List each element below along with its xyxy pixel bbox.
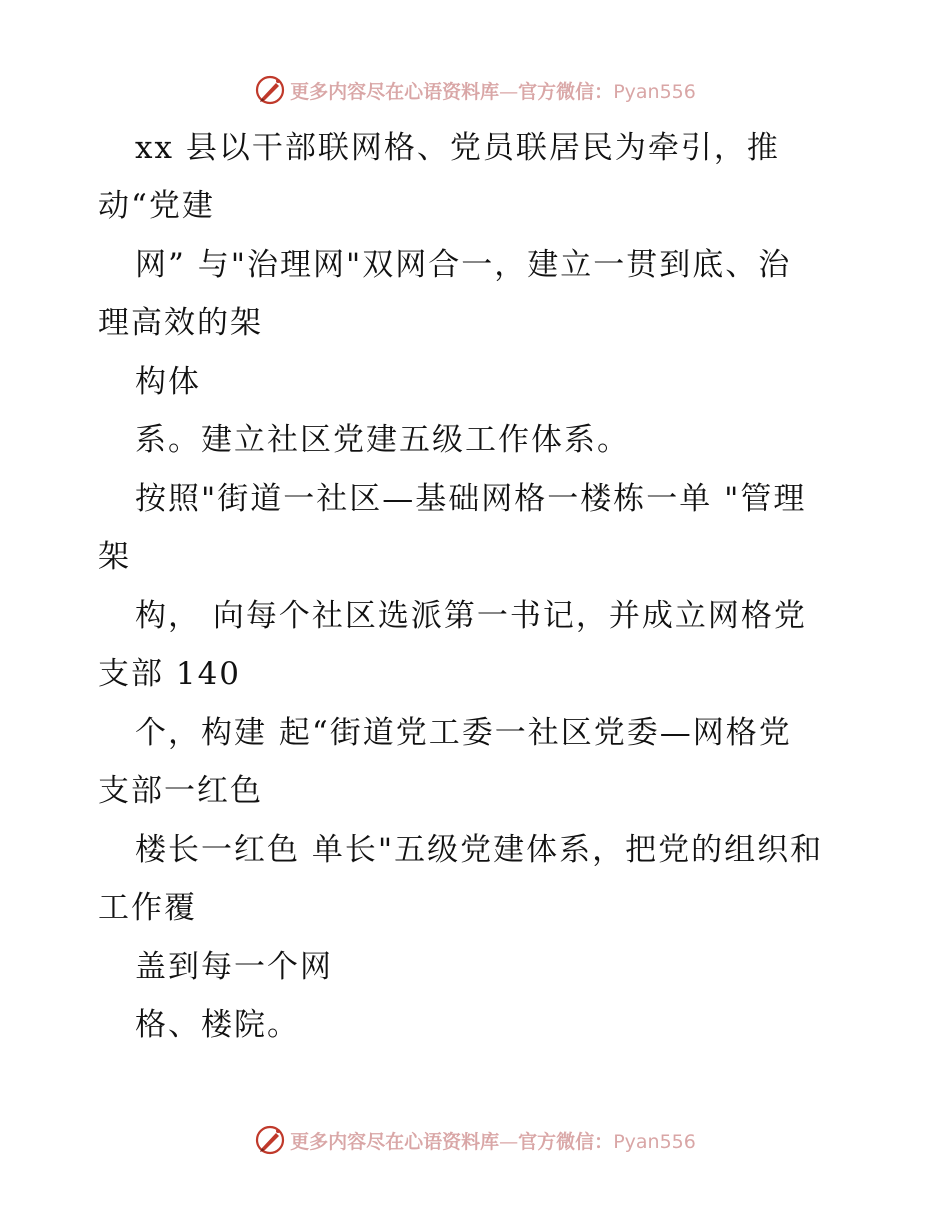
banner-wechat-label: 官方微信： [518,1130,614,1153]
text-line: 动“党建 [98,188,215,224]
text-line: 支部 140 [98,656,242,692]
banner-brand-text: 更多内容尽在心语资料库 [290,1130,500,1153]
text-line: 按照"街道一社区—基础网格一楼栋一单 "管理 [135,481,807,517]
footer-banner [0,1120,950,1160]
text-line: 构体 [135,364,201,400]
text-line: xx 县以干部联网格、党员联居民为牵引，推 [135,130,780,166]
text-line: 工作覆 [98,890,197,926]
quill-pen-logo-icon [254,1124,286,1156]
text-line: 盖到每一个网 [135,949,333,985]
text-line: 楼长一红色 单长"五级党建体系，把党的组织和 [135,832,824,868]
banner-text [290,1127,696,1154]
banner-dash: — [499,1130,519,1153]
banner-wechat-id: Pyan556 [613,1130,696,1153]
text-line: 支部一红色 [98,773,263,809]
text-line: 系。建立社区党建五级工作体系。 [135,422,630,458]
banner-brand-text: 更多内容尽在心语资料库 [290,80,500,103]
text-line: 格、楼院。 [135,1007,300,1043]
text-line: 个，构建 起“街道党工委一社区党委—网格党 [135,715,792,751]
text-line: 网” 与"治理网"双网合一，建立一贯到底、治 [135,247,792,283]
text-line: 构， 向每个社区选派第一书记，并成立网格党 [135,598,807,634]
banner-wechat-label: 官方微信： [518,80,614,103]
banner-dash: — [499,80,519,103]
text-line: 架 [98,539,131,575]
banner-wechat-id: Pyan556 [613,80,696,103]
text-line: 理高效的架 [98,305,263,341]
